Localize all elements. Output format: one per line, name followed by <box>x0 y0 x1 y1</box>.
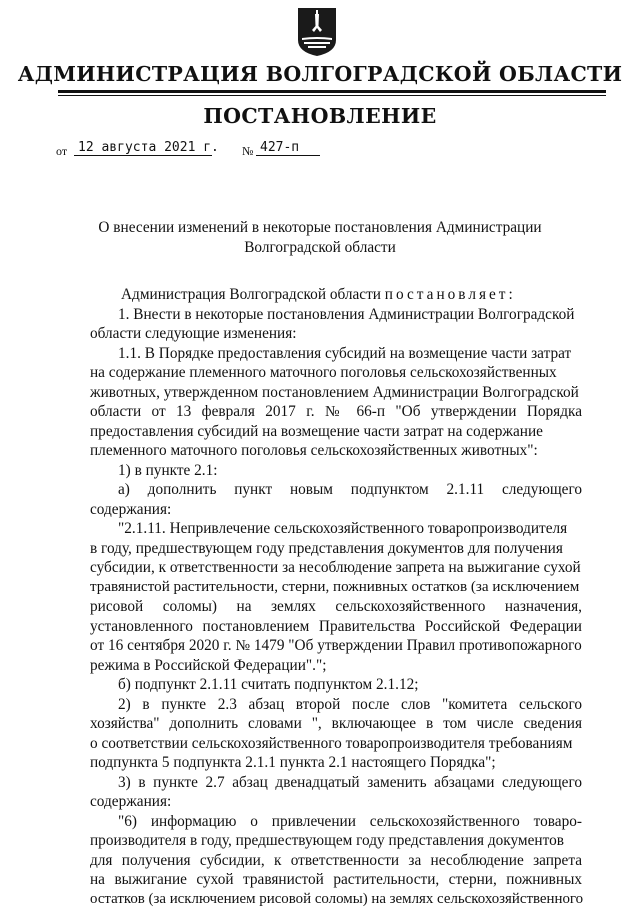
document-number: 427-п <box>256 140 320 156</box>
subject-line: О внесении изменений в некоторые постановления Администрации <box>60 218 580 238</box>
body-line: 1. Внести в некоторые постановления Администрации Волгоградской <box>90 305 582 325</box>
body-line: травянистой растительности, стерни, пожнивных остатков (за исключением <box>90 578 582 598</box>
body-line: на выжигание сухой травянистой растительности, стерни, пожнивных <box>90 870 582 890</box>
body-line: хозяйства" дополнить словами ", включающее в том числе сведения <box>90 714 582 734</box>
body-line: режима в Российской Федерации"."; <box>90 656 582 676</box>
intro-verb: постановляет: <box>385 286 516 303</box>
document-body <box>90 285 582 909</box>
body-line: подпункта 5 подпункта 2.1.1 пункта 2.1 настоящего Порядка"; <box>90 753 582 773</box>
body-line: рисовой соломы) на землях сельскохозяйственного назначения, <box>90 597 582 617</box>
intro-text: Администрация Волгоградской области <box>121 286 381 303</box>
body-line: области следующие изменения: <box>90 324 582 344</box>
body-line: остатков (за исключением рисовой соломы) на землях сельскохозяйственного <box>90 890 582 909</box>
date-prefix: от <box>56 144 67 159</box>
body-line: содержания: <box>90 792 582 812</box>
organization-title: АДМИНИСТРАЦИЯ ВОЛГОГРАДСКОЙ ОБЛАСТИ <box>0 62 640 86</box>
document-date: 12 августа 2021 г. <box>74 140 212 156</box>
body-line: б) подпункт 2.1.11 считать подпунктом 2.1.12; <box>90 675 582 695</box>
body-line: области от 13 февраля 2017 г. № 66-п "Об утверждении Порядка <box>90 402 582 422</box>
body-line: от 16 сентября 2020 г. № 1479 "Об утверждении Правил противопожарного <box>90 636 582 656</box>
body-line: племенного маточного поголовья сельскохозяйственных животных": <box>90 441 582 461</box>
body-line: производителя в году, предшествующем году представления документов <box>90 831 582 851</box>
body-line: о соответствии сельскохозяйственного товаропроизводителя требованиям <box>90 734 582 754</box>
subject-line: Волгоградской области <box>60 238 580 258</box>
body-line: содержания: <box>90 500 582 520</box>
body-line: предоставления субсидий на возмещение части затрат на содержание <box>90 422 582 442</box>
body-line: в году, предшествующем году представления документов для получения <box>90 539 582 559</box>
header-divider-thin <box>58 95 606 96</box>
body-line: 3) в пункте 2.7 абзац двенадцатый заменить абзацами следующего <box>90 773 582 793</box>
header-divider-thick <box>58 90 606 93</box>
body-line: на содержание племенного маточного поголовья сельскохозяйственных <box>90 363 582 383</box>
body-line: 1) в пункте 2.1: <box>90 461 582 481</box>
number-prefix: № <box>242 144 253 159</box>
body-line: 1.1. В Порядке предоставления субсидий на возмещение части затрат <box>90 344 582 364</box>
coat-of-arms-icon <box>296 6 338 58</box>
body-line: животных, утвержденном постановлением Администрации Волгоградской <box>90 383 582 403</box>
body-line: субсидии, к ответственности за несоблюдение запрета на выжигание сухой <box>90 558 582 578</box>
document-type-title: ПОСТАНОВЛЕНИЕ <box>0 104 640 128</box>
body-line: "6) информацию о привлечении сельскохозяйственного товаро- <box>90 812 582 832</box>
body-line: "2.1.11. Непривлечение сельскохозяйственного товаропроизводителя <box>90 519 582 539</box>
intro-paragraph <box>90 285 582 305</box>
body-line: 2) в пункте 2.3 абзац второй после слов "комитета сельского <box>90 695 582 715</box>
body-line: для получения субсидии, к ответственности за несоблюдение запрета <box>90 851 582 871</box>
document-subject <box>60 218 580 258</box>
body-line: а) дополнить пункт новым подпунктом 2.1.11 следующего <box>90 480 582 500</box>
body-line: установленного постановлением Правительства Российской Федерации <box>90 617 582 637</box>
